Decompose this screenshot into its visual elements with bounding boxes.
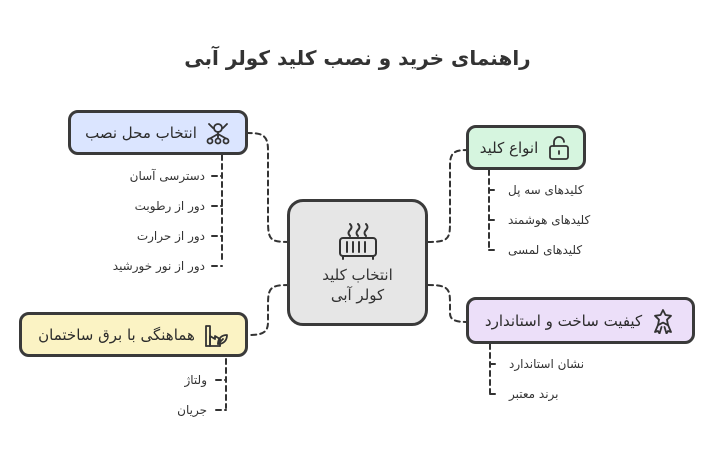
link-electric (248, 285, 289, 335)
electric-item-2: جریان (177, 403, 207, 417)
link-quality (428, 285, 468, 322)
location-item-3: دور از حرارت (136, 229, 205, 243)
quality-item-2: برند معتبر (509, 387, 559, 401)
branch-location-node (68, 110, 248, 155)
award-icon (650, 308, 676, 334)
link-location (248, 133, 289, 242)
branch-quality-label: کیفیت ساخت و استاندارد (484, 311, 643, 330)
link-types (428, 150, 468, 242)
types-item-2: کلیدهای هوشمند (508, 213, 591, 227)
branch-location-label: انتخاب محل نصب (85, 123, 197, 142)
branch-electric-node (19, 312, 248, 357)
location-network-icon (205, 120, 231, 146)
types-item-1: کلیدهای سه پل (508, 183, 584, 197)
electric-item-1: ولتاژ (184, 373, 207, 387)
branch-types-node (466, 125, 586, 170)
branch-types-label: انواع کلید (479, 138, 539, 157)
cooler-icon (337, 221, 379, 261)
location-item-2: دور از رطوبت (134, 199, 205, 213)
location-item-4: دور از نور خورشید (112, 259, 205, 273)
types-item-3: کلیدهای لمسی (508, 243, 583, 257)
quality-item-1: نشان استاندارد (509, 357, 585, 371)
diagram-title: راهنمای خرید و نصب کلید کولر آبی (184, 46, 531, 70)
branch-quality-node (466, 297, 695, 344)
eco-factory-icon (203, 322, 229, 348)
lock-icon (546, 135, 572, 161)
location-item-1: دسترسی آسان (129, 169, 205, 183)
center-node (287, 199, 428, 326)
branch-electric-label: هماهنگی با برق ساختمان (38, 325, 195, 344)
center-label: انتخاب کلید کولر آبی (322, 265, 393, 304)
